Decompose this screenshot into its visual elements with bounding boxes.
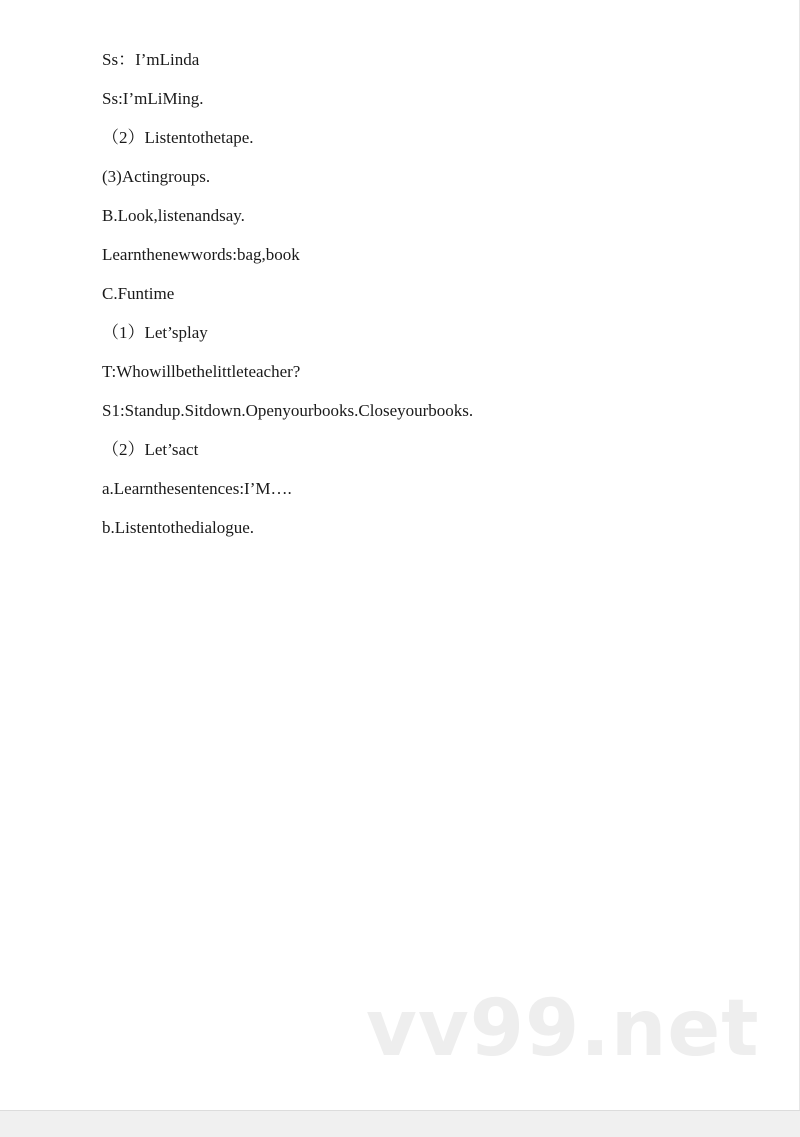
- text-line: Ss：I’mLinda: [102, 50, 200, 69]
- document-body: [102, 49, 473, 556]
- text-line: （2）Let’sact: [102, 440, 199, 459]
- watermark: vv99.net: [366, 984, 760, 1074]
- text-line: T:Whowillbethelittleteacher?: [102, 362, 301, 381]
- text-line: Ss:I’mLiMing.: [102, 89, 204, 108]
- text-line: （1）Let’splay: [102, 323, 208, 342]
- text-line: (3)Actingroups.: [102, 167, 211, 186]
- text-line: b.Listentothedialogue.: [102, 518, 255, 537]
- text-line: C.Funtime: [102, 284, 175, 303]
- page-footer-bar: [0, 1110, 800, 1137]
- text-line: B.Look,listenandsay.: [102, 206, 245, 225]
- text-line: a.Learnthesentences:I’M….: [102, 479, 292, 498]
- text-line: （2）Listentothetape.: [102, 128, 254, 147]
- text-line: Learnthenewwords:bag,book: [102, 245, 300, 264]
- text-line: S1:Standup.Sitdown.Openyourbooks.Closeyourbooks.: [102, 401, 474, 420]
